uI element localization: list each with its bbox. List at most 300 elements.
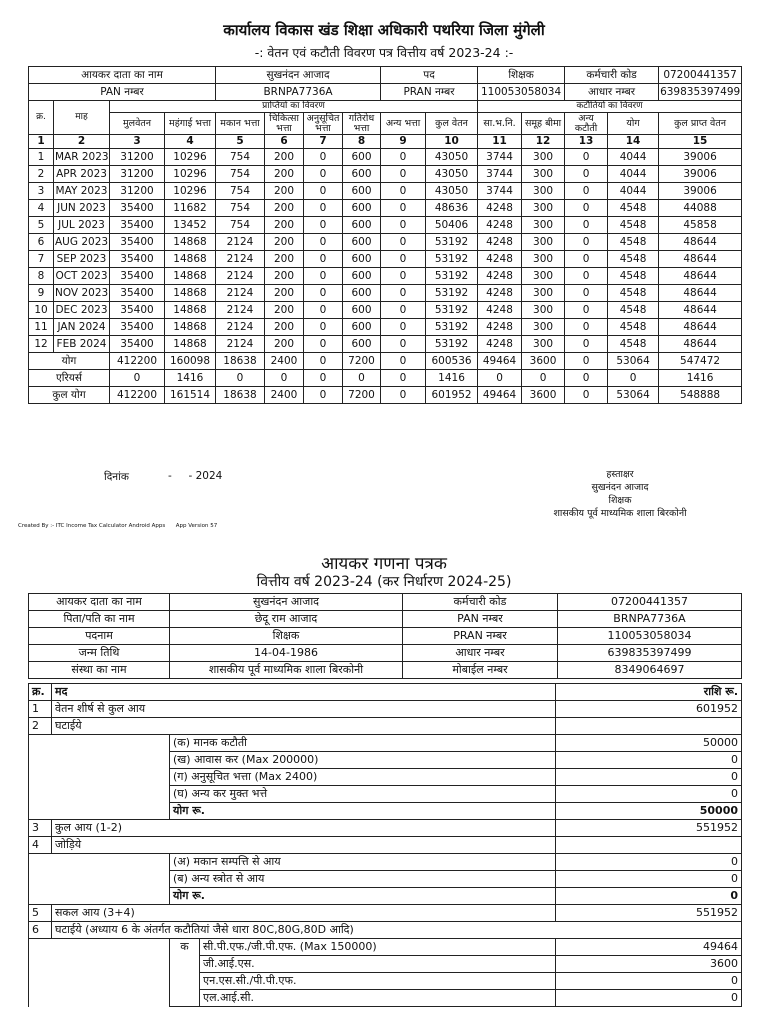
month-rows <box>29 149 742 353</box>
post-label: पद <box>381 67 478 84</box>
info-value: 07200441357 <box>558 594 742 611</box>
value-cell: 35400 <box>110 285 165 302</box>
col-number: 13 <box>565 135 608 149</box>
value-cell: 2124 <box>216 285 265 302</box>
pan-label: PAN नम्बर <box>29 84 216 101</box>
col-header: मुलवेतन <box>110 113 165 135</box>
value-cell: 4548 <box>608 251 659 268</box>
info-label: PAN नम्बर <box>403 611 558 628</box>
value-cell: 4548 <box>608 200 659 217</box>
month-cell: AUG 2023 <box>54 234 110 251</box>
item-label: सकल आय (3+4) <box>52 905 556 922</box>
addition-label: (ब) अन्य स्त्रोत से आय <box>170 871 556 888</box>
col-number: 4 <box>165 135 216 149</box>
total-value: 0 <box>110 370 165 387</box>
deduction-label: (घ) अन्य कर मुक्त भत्ते <box>170 786 556 803</box>
value-cell: 2 <box>29 166 54 183</box>
total-value: 0 <box>381 370 426 387</box>
total-value: 0 <box>522 370 565 387</box>
value-cell: 200 <box>265 302 304 319</box>
total-value: 0 <box>381 387 426 404</box>
total-value: 3600 <box>522 387 565 404</box>
value-cell: 0 <box>381 302 426 319</box>
total-value: 0 <box>608 370 659 387</box>
value-cell: 31200 <box>110 183 165 200</box>
value-cell: 4548 <box>608 285 659 302</box>
total-label: योग <box>29 353 110 370</box>
taxpayer-name: सुखनंदन आजाद <box>216 67 381 84</box>
value-cell: 4248 <box>478 251 522 268</box>
value-cell: 4548 <box>608 217 659 234</box>
tax-sheet-subtitle: वित्तीय वर्ष 2023-24 (कर निर्धारण 2024-25) <box>256 574 512 590</box>
value-cell: 35400 <box>110 217 165 234</box>
month-cell: NOV 2023 <box>54 285 110 302</box>
value-cell: 50406 <box>426 217 478 234</box>
sec80c-amount: 49464 <box>556 939 742 956</box>
value-cell: 14868 <box>165 251 216 268</box>
month-cell: JUL 2023 <box>54 217 110 234</box>
month-row <box>29 149 742 166</box>
sec80c-amount: 3600 <box>556 956 742 973</box>
info-label: PRAN नम्बर <box>403 628 558 645</box>
value-cell: 11682 <box>165 200 216 217</box>
deduction-amount: 0 <box>556 786 742 803</box>
total-value: 548888 <box>659 387 742 404</box>
total-amount: 0 <box>556 888 742 905</box>
value-cell: 0 <box>381 319 426 336</box>
value-cell: 600 <box>343 302 381 319</box>
col-header: कुल प्राप्त वेतन <box>659 113 742 135</box>
total-value: 49464 <box>478 387 522 404</box>
month-row <box>29 302 742 319</box>
receipts-group-header: प्राप्तियों का विवरण <box>110 101 478 113</box>
total-value: 18638 <box>216 387 265 404</box>
month-cell: JUN 2023 <box>54 200 110 217</box>
col-number: 6 <box>265 135 304 149</box>
value-cell: 48644 <box>659 285 742 302</box>
value-cell: 43050 <box>426 183 478 200</box>
value-cell: 53192 <box>426 251 478 268</box>
col-header: मकान भत्ता <box>216 113 265 135</box>
value-cell: 200 <box>265 336 304 353</box>
value-cell: 4 <box>29 200 54 217</box>
value-cell: 0 <box>381 251 426 268</box>
item-3-row <box>29 820 742 837</box>
value-cell: 4248 <box>478 302 522 319</box>
month-row <box>29 319 742 336</box>
month-row <box>29 251 742 268</box>
deduction-label: (क) मानक कटौती <box>170 735 556 752</box>
value-cell: 0 <box>304 166 343 183</box>
value-cell: 0 <box>304 302 343 319</box>
value-cell: 14868 <box>165 285 216 302</box>
total-value: 160098 <box>165 353 216 370</box>
value-cell: 14868 <box>165 336 216 353</box>
col-number: 1 <box>29 135 54 149</box>
col-number: 14 <box>608 135 659 149</box>
col-header: चिकित्सा भत्ता <box>265 113 304 135</box>
value-cell: 10 <box>29 302 54 319</box>
value-cell: 300 <box>522 234 565 251</box>
value-cell: 1 <box>29 149 54 166</box>
value-cell: 4248 <box>478 336 522 353</box>
item-number: 4 <box>29 837 52 854</box>
value-cell: 754 <box>216 217 265 234</box>
col-header: महंगाई भत्ता <box>165 113 216 135</box>
info-row <box>29 662 742 679</box>
col-number: 2 <box>54 135 110 149</box>
month-row <box>29 234 742 251</box>
month-cell: FEB 2024 <box>54 336 110 353</box>
value-cell: 600 <box>343 319 381 336</box>
value-cell: 0 <box>381 217 426 234</box>
col-header: योग <box>608 113 659 135</box>
signature-school: शासकीय पूर्व माध्यमिक शाला बिरकोनी <box>553 508 687 519</box>
value-cell: 0 <box>304 285 343 302</box>
value-cell: 3744 <box>478 166 522 183</box>
signature-label: हस्ताक्षर <box>606 469 634 480</box>
month-cell: APR 2023 <box>54 166 110 183</box>
value-cell: 0 <box>565 285 608 302</box>
value-cell: 0 <box>565 268 608 285</box>
value-cell: 0 <box>304 268 343 285</box>
col-number: 10 <box>426 135 478 149</box>
total-value: 547472 <box>659 353 742 370</box>
value-cell: 600 <box>343 234 381 251</box>
value-cell: 10296 <box>165 149 216 166</box>
signature-post: शिक्षक <box>608 495 632 506</box>
info-value: BRNPA7736A <box>558 611 742 628</box>
pran-label: PRAN नम्बर <box>381 84 478 101</box>
value-cell: 2124 <box>216 302 265 319</box>
month-cell: MAR 2023 <box>54 149 110 166</box>
info-row <box>29 594 742 611</box>
calc-header-row <box>29 684 742 701</box>
date-label: दिनांक <box>104 471 129 483</box>
value-cell: 600 <box>343 336 381 353</box>
item-number: 5 <box>29 905 52 922</box>
info-value: 8349064697 <box>558 662 742 679</box>
total-value: 3600 <box>522 353 565 370</box>
value-cell: 31200 <box>110 166 165 183</box>
value-cell: 200 <box>265 234 304 251</box>
sr-header: क्र. <box>29 101 54 135</box>
value-cell: 200 <box>265 149 304 166</box>
value-cell: 35400 <box>110 336 165 353</box>
value-cell: 300 <box>522 183 565 200</box>
total-value: 601952 <box>426 387 478 404</box>
total-value: 7200 <box>343 353 381 370</box>
amount-header: राशि रू. <box>556 684 742 701</box>
value-cell: 600 <box>343 166 381 183</box>
value-cell: 200 <box>265 217 304 234</box>
sr-header: क्र. <box>29 684 52 701</box>
addition-row <box>29 854 742 871</box>
item-label: घटाईये (अध्याय 6 के अंतर्गत कटौतियां जैसे धारा 80C,80G,80D आदि) <box>52 922 742 939</box>
value-cell: 300 <box>522 217 565 234</box>
item-number: 6 <box>29 922 52 939</box>
value-cell: 300 <box>522 302 565 319</box>
month-row <box>29 285 742 302</box>
value-cell: 35400 <box>110 251 165 268</box>
info-label: कर्मचारी कोड <box>403 594 558 611</box>
total-value: 1416 <box>426 370 478 387</box>
total-value: 0 <box>304 353 343 370</box>
deductions-group-header: कटौतियों का विवरण <box>478 101 742 113</box>
value-cell: 0 <box>381 285 426 302</box>
value-cell: 0 <box>565 200 608 217</box>
value-cell: 754 <box>216 183 265 200</box>
total-amount: 50000 <box>556 803 742 820</box>
info-value: 110053058034 <box>558 628 742 645</box>
item-2-row <box>29 718 742 735</box>
value-cell: 0 <box>304 319 343 336</box>
total-label: योग रू. <box>170 888 556 905</box>
value-cell: 0 <box>381 268 426 285</box>
info-row <box>29 645 742 662</box>
value-cell: 35400 <box>110 200 165 217</box>
sec80c-amount: 0 <box>556 990 742 1007</box>
value-cell: 39006 <box>659 183 742 200</box>
emp-code-label: कर्मचारी कोड <box>565 67 659 84</box>
value-cell: 200 <box>265 319 304 336</box>
value-cell: 11 <box>29 319 54 336</box>
value-cell: 0 <box>565 336 608 353</box>
col-number: 8 <box>343 135 381 149</box>
total-value: 49464 <box>478 353 522 370</box>
value-cell: 600 <box>343 268 381 285</box>
value-cell: 600 <box>343 251 381 268</box>
total-label: एरियर्स <box>29 370 110 387</box>
value-cell: 4044 <box>608 166 659 183</box>
deduction-amount: 0 <box>556 752 742 769</box>
info-row-2 <box>29 84 742 101</box>
value-cell: 0 <box>304 336 343 353</box>
value-cell: 44088 <box>659 200 742 217</box>
total-value: 53064 <box>608 353 659 370</box>
header-group-row <box>29 101 742 113</box>
pan-value: BRNPA7736A <box>216 84 381 101</box>
item-label: घटाईये <box>52 718 556 735</box>
info-label: संस्था का नाम <box>29 662 170 679</box>
value-cell: 48644 <box>659 268 742 285</box>
month-cell: MAY 2023 <box>54 183 110 200</box>
value-cell: 53192 <box>426 336 478 353</box>
value-cell: 39006 <box>659 166 742 183</box>
value-cell: 0 <box>565 319 608 336</box>
col-header: अन्य कटौती <box>565 113 608 135</box>
value-cell: 4248 <box>478 268 522 285</box>
col-number: 15 <box>659 135 742 149</box>
total-value: 7200 <box>343 387 381 404</box>
total-value: 1416 <box>659 370 742 387</box>
item-4-row <box>29 837 742 854</box>
col-number: 11 <box>478 135 522 149</box>
total-value: 0 <box>265 370 304 387</box>
item-number: 1 <box>29 701 52 718</box>
value-cell: 48644 <box>659 336 742 353</box>
col-number: 3 <box>110 135 165 149</box>
column-header-row <box>29 113 742 135</box>
col-number: 7 <box>304 135 343 149</box>
total-value: 0 <box>216 370 265 387</box>
item-label: जोड़िये <box>52 837 556 854</box>
month-cell: JAN 2024 <box>54 319 110 336</box>
column-number-row <box>29 135 742 149</box>
total-value: 1416 <box>165 370 216 387</box>
value-cell: 48636 <box>426 200 478 217</box>
total-row <box>29 353 742 370</box>
value-cell: 0 <box>381 183 426 200</box>
total-value: 161514 <box>165 387 216 404</box>
info-value: 639835397499 <box>558 645 742 662</box>
app-credits: Created By :- ITC Income Tax Calculator Android Apps App Version 57 <box>18 523 218 529</box>
item-5-row <box>29 905 742 922</box>
value-cell: 0 <box>381 166 426 183</box>
value-cell: 39006 <box>659 149 742 166</box>
total-value: 600536 <box>426 353 478 370</box>
value-cell: 53192 <box>426 234 478 251</box>
value-cell: 8 <box>29 268 54 285</box>
addition-label: (अ) मकान सम्पत्ति से आय <box>170 854 556 871</box>
item-number: 3 <box>29 820 52 837</box>
month-cell: DEC 2023 <box>54 302 110 319</box>
value-cell: 31200 <box>110 149 165 166</box>
value-cell: 754 <box>216 166 265 183</box>
month-row <box>29 183 742 200</box>
value-cell: 2124 <box>216 319 265 336</box>
value-cell: 48644 <box>659 251 742 268</box>
info-row-1 <box>29 67 742 84</box>
item-6-row <box>29 922 742 939</box>
value-cell: 53192 <box>426 319 478 336</box>
item-label: कुल आय (1-2) <box>52 820 556 837</box>
col-header: समूह बीमा <box>522 113 565 135</box>
deduction-label: (ख) आवास कर (Max 200000) <box>170 752 556 769</box>
value-cell: 45858 <box>659 217 742 234</box>
value-cell: 0 <box>565 302 608 319</box>
sec80c-label: जी.आई.एस. <box>200 956 556 973</box>
value-cell: 0 <box>381 336 426 353</box>
addition-amount: 0 <box>556 854 742 871</box>
value-cell: 300 <box>522 251 565 268</box>
value-cell: 53192 <box>426 268 478 285</box>
value-cell: 2124 <box>216 336 265 353</box>
info-value: 14-04-1986 <box>170 645 403 662</box>
info-row <box>29 628 742 645</box>
value-cell: 35400 <box>110 268 165 285</box>
value-cell: 4248 <box>478 234 522 251</box>
value-cell: 14868 <box>165 302 216 319</box>
total-value: 0 <box>304 370 343 387</box>
col-header: अनुसूचित भत्ता <box>304 113 343 135</box>
value-cell: 4248 <box>478 285 522 302</box>
info-label: आधार नम्बर <box>403 645 558 662</box>
value-cell: 10296 <box>165 183 216 200</box>
col-number: 12 <box>522 135 565 149</box>
total-value: 2400 <box>265 387 304 404</box>
value-cell: 5 <box>29 217 54 234</box>
total-value: 0 <box>478 370 522 387</box>
total-value: 412200 <box>110 387 165 404</box>
value-cell: 0 <box>565 251 608 268</box>
value-cell: 0 <box>381 234 426 251</box>
sec80c-label: एल.आई.सी. <box>200 990 556 1007</box>
month-cell: OCT 2023 <box>54 268 110 285</box>
value-cell: 53192 <box>426 302 478 319</box>
value-cell: 200 <box>265 200 304 217</box>
value-cell: 754 <box>216 149 265 166</box>
salary-statement-table <box>28 66 742 404</box>
value-cell: 3744 <box>478 149 522 166</box>
month-header: माह <box>54 101 110 135</box>
month-row <box>29 217 742 234</box>
info-label: पिता/पति का नाम <box>29 611 170 628</box>
month-row <box>29 336 742 353</box>
value-cell: 9 <box>29 285 54 302</box>
value-cell: 300 <box>522 200 565 217</box>
total-value: 0 <box>381 353 426 370</box>
value-cell: 4044 <box>608 149 659 166</box>
value-cell: 4248 <box>478 319 522 336</box>
deduction-label: (ग) अनुसूचित भत्ता (Max 2400) <box>170 769 556 786</box>
value-cell: 35400 <box>110 302 165 319</box>
value-cell: 0 <box>565 166 608 183</box>
value-cell: 0 <box>304 183 343 200</box>
col-number: 5 <box>216 135 265 149</box>
value-cell: 200 <box>265 268 304 285</box>
value-cell: 200 <box>265 285 304 302</box>
item-header: मद <box>52 684 556 701</box>
value-cell: 600 <box>343 149 381 166</box>
value-cell: 7 <box>29 251 54 268</box>
value-cell: 4548 <box>608 268 659 285</box>
month-cell: SEP 2023 <box>54 251 110 268</box>
value-cell: 4044 <box>608 183 659 200</box>
month-row <box>29 268 742 285</box>
tax-calc-table <box>28 683 742 1007</box>
value-cell: 300 <box>522 268 565 285</box>
total-value: 0 <box>343 370 381 387</box>
value-cell: 48644 <box>659 234 742 251</box>
value-cell: 48644 <box>659 319 742 336</box>
value-cell: 14868 <box>165 234 216 251</box>
col-header: गतिरोध भत्ता <box>343 113 381 135</box>
info-value: छेदू राम आजाद <box>170 611 403 628</box>
value-cell: 0 <box>565 234 608 251</box>
total-value: 0 <box>565 370 608 387</box>
value-cell: 600 <box>343 285 381 302</box>
sec80c-amount: 0 <box>556 973 742 990</box>
value-cell: 200 <box>265 251 304 268</box>
value-cell: 754 <box>216 200 265 217</box>
value-cell: 53192 <box>426 285 478 302</box>
value-cell: 0 <box>304 217 343 234</box>
value-cell: 13452 <box>165 217 216 234</box>
value-cell: 0 <box>381 149 426 166</box>
value-cell: 0 <box>304 149 343 166</box>
value-cell: 3744 <box>478 183 522 200</box>
value-cell: 600 <box>343 200 381 217</box>
value-cell: 0 <box>304 251 343 268</box>
value-cell: 35400 <box>110 234 165 251</box>
total-value: 18638 <box>216 353 265 370</box>
value-cell: 6 <box>29 234 54 251</box>
item-amount: 601952 <box>556 701 742 718</box>
value-cell: 0 <box>565 149 608 166</box>
value-cell: 12 <box>29 336 54 353</box>
total-label: कुल योग <box>29 387 110 404</box>
